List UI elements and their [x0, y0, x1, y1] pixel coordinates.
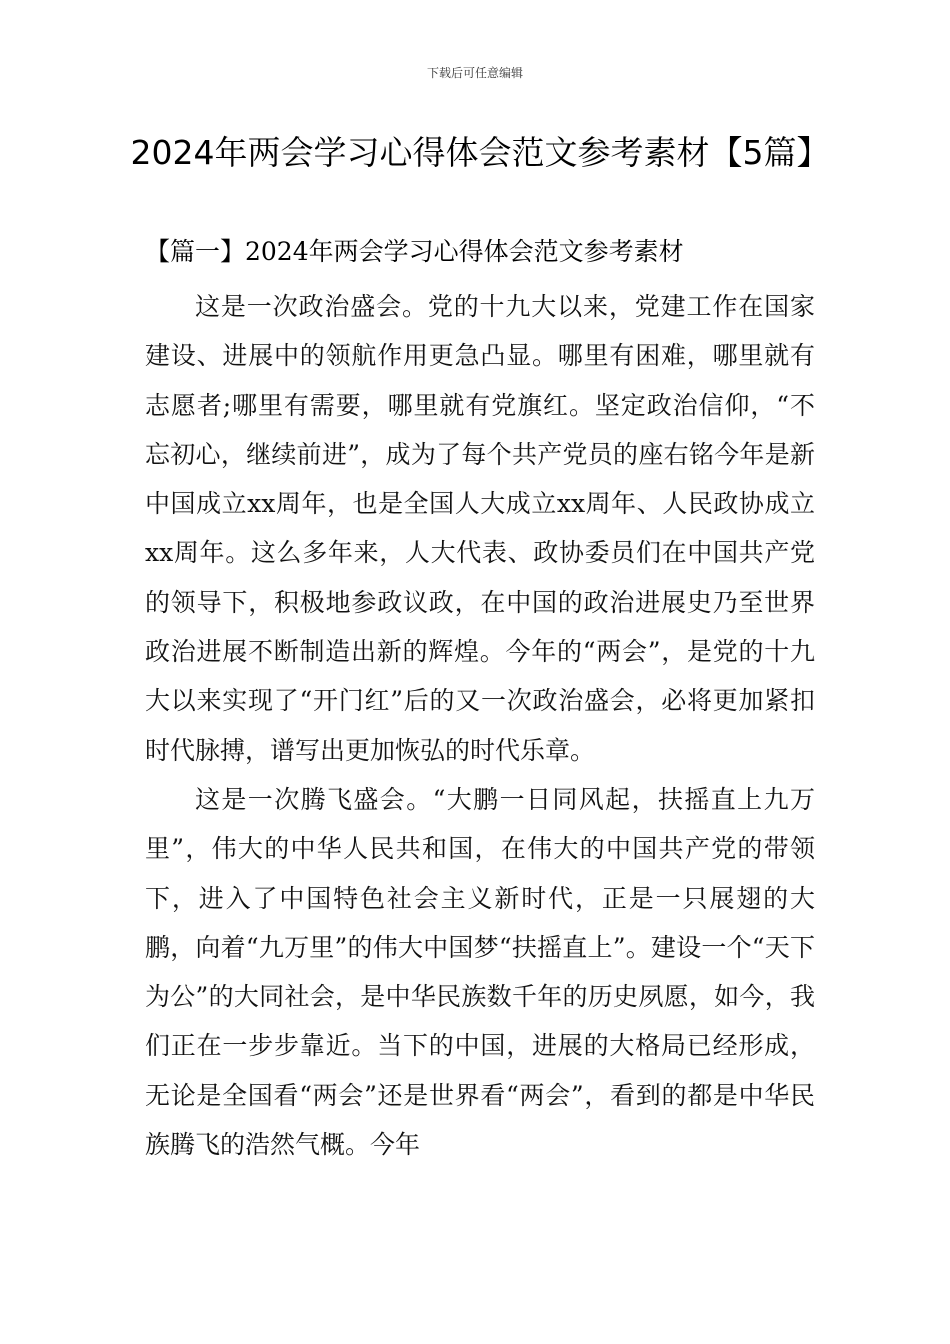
paragraph: 这是一次腾飞盛会。“大鹏一日同风起，扶摇直上九万里”，伟大的中华人民共和国，在伟大的中国共产党的带领下，进入了中国特色社会主义新时代，正是一只展翅的大鹏，向着“九万里”的伟大中国梦“扶摇直上”。建设一个“天下为公”的大同社会，是中华民族数千年的历史夙愿，如今，我们正在一步步靠近。当下的中国，进展的大格局已经形成，无论是全国看“两会”还是世界看“两会”，看到的都是中华民族腾飞的浩然气概。今年	[145, 784, 815, 1160]
section-heading: 【篇一】2024年两会学习心得体会范文参考素材	[145, 237, 684, 266]
paragraph: 这是一次政治盛会。党的十九大以来，党建工作在国家建设、进展中的领航作用更急凸显。哪里有困难，哪里就有志愿者;哪里有需要，哪里就有党旗红。坚定政治信仰，“不忘初心，继续前进”，成为了每个共产党员的座右铭今年是新中国成立xx周年，也是全国人大成立xx周年、人民政协成立xx周年。这么多年来，人大代表、政协委员们在中国共产党的领导下，积极地参政议政，在中国的政治进展史乃至世界政治进展不断制造出新的辉煌。今年的“两会”，是党的十九大以来实现了“开门红”后的又一次政治盛会，必将更加紧扣时代脉搏，谱写出更加恢弘的时代乐章。	[145, 292, 815, 765]
document-body	[145, 282, 815, 1169]
page-header: 下载后可任意编辑	[426, 66, 523, 80]
document-title: 2024年两会学习心得体会范文参考素材【5篇】	[130, 133, 830, 172]
